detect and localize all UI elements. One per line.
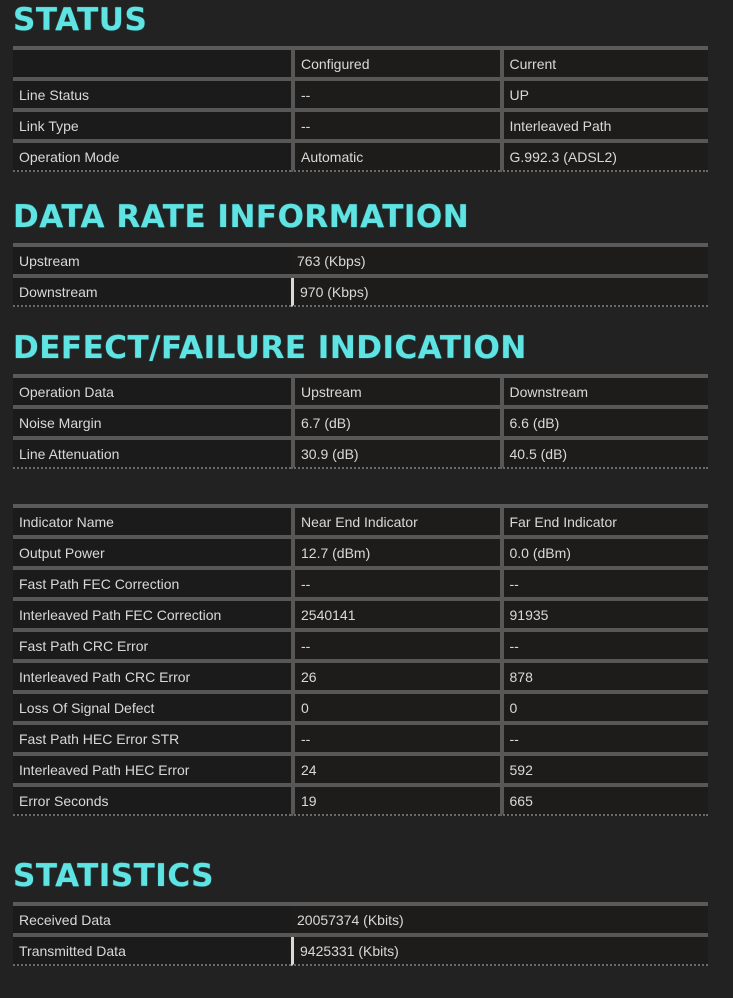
table-row <box>13 756 708 787</box>
column-header-near-end: Near End Indicator <box>291 508 500 539</box>
table-row <box>13 112 708 143</box>
table-header-row <box>13 508 708 539</box>
column-header-upstream: Upstream <box>291 378 500 409</box>
table-header-row <box>13 50 708 81</box>
column-header-indicator-name: Indicator Name <box>13 508 291 539</box>
column-header-operation-data: Operation Data <box>13 378 291 409</box>
cell-value: 0 <box>291 694 500 725</box>
cell-value: 24 <box>291 756 500 787</box>
row-label: Interleaved Path FEC Correction <box>13 601 291 632</box>
table-row <box>13 937 708 966</box>
cell-value: Automatic <box>291 143 500 172</box>
row-label: Received Data <box>13 906 291 937</box>
table-row <box>13 278 708 307</box>
row-label: Fast Path FEC Correction <box>13 570 291 601</box>
data-rate-heading: DATA RATE INFORMATION <box>13 199 470 235</box>
cell-value: 6.7 (dB) <box>291 409 500 440</box>
cell-value: UP <box>500 81 709 112</box>
table-row <box>13 539 708 570</box>
cell-value: -- <box>291 632 500 663</box>
column-header-downstream: Downstream <box>500 378 709 409</box>
row-label: Fast Path HEC Error STR <box>13 725 291 756</box>
cell-value: 0 <box>500 694 709 725</box>
column-header-configured: Configured <box>291 50 500 81</box>
cell-value: -- <box>291 570 500 601</box>
cell-value: 12.7 (dBm) <box>291 539 500 570</box>
table-header-row <box>13 378 708 409</box>
cell-value: 30.9 (dB) <box>291 440 500 469</box>
cell-value: -- <box>500 632 709 663</box>
row-label: Operation Mode <box>13 143 291 172</box>
row-label: Noise Margin <box>13 409 291 440</box>
cell-value: 2540141 <box>291 601 500 632</box>
cell-value: 763 (Kbps) <box>291 247 708 278</box>
table-row <box>13 787 708 816</box>
cell-value: 91935 <box>500 601 709 632</box>
row-label: Output Power <box>13 539 291 570</box>
row-label: Interleaved Path HEC Error <box>13 756 291 787</box>
status-table <box>13 46 708 172</box>
indicator-table <box>13 504 708 816</box>
row-label: Downstream <box>13 278 291 307</box>
cell-value: 26 <box>291 663 500 694</box>
cell-value: -- <box>500 570 709 601</box>
cell-value: 20057374 (Kbits) <box>291 906 708 937</box>
column-header-far-end: Far End Indicator <box>500 508 709 539</box>
cell-value: 0.0 (dBm) <box>500 539 709 570</box>
row-label: Error Seconds <box>13 787 291 816</box>
row-label: Interleaved Path CRC Error <box>13 663 291 694</box>
table-row <box>13 247 708 278</box>
operation-data-table <box>13 374 708 469</box>
data-rate-table <box>13 243 708 307</box>
column-header-current: Current <box>500 50 709 81</box>
cell-value: 9425331 (Kbits) <box>291 937 708 966</box>
row-label: Line Attenuation <box>13 440 291 469</box>
table-row <box>13 440 708 469</box>
row-label: Fast Path CRC Error <box>13 632 291 663</box>
row-label: Loss Of Signal Defect <box>13 694 291 725</box>
table-row <box>13 906 708 937</box>
table-row <box>13 409 708 440</box>
table-row <box>13 143 708 172</box>
cell-value: G.992.3 (ADSL2) <box>500 143 709 172</box>
statistics-heading: STATISTICS <box>13 858 214 894</box>
cell-value: 878 <box>500 663 709 694</box>
table-cell <box>13 50 291 81</box>
statistics-table <box>13 902 708 966</box>
row-label: Transmitted Data <box>13 937 291 966</box>
row-label: Upstream <box>13 247 291 278</box>
cell-value: 592 <box>500 756 709 787</box>
cell-value: 970 (Kbps) <box>291 278 708 307</box>
table-row <box>13 570 708 601</box>
table-row <box>13 632 708 663</box>
table-row <box>13 81 708 112</box>
cell-value: 665 <box>500 787 709 816</box>
row-label: Line Status <box>13 81 291 112</box>
status-heading: STATUS <box>13 2 148 38</box>
cell-value: -- <box>291 725 500 756</box>
cell-value: 19 <box>291 787 500 816</box>
table-row <box>13 663 708 694</box>
cell-value: -- <box>291 112 500 143</box>
row-label: Link Type <box>13 112 291 143</box>
table-row <box>13 725 708 756</box>
cell-value: -- <box>291 81 500 112</box>
defect-heading: DEFECT/FAILURE INDICATION <box>13 330 527 366</box>
cell-value: Interleaved Path <box>500 112 709 143</box>
cell-value: 6.6 (dB) <box>500 409 709 440</box>
table-row <box>13 601 708 632</box>
table-row <box>13 694 708 725</box>
cell-value: -- <box>500 725 709 756</box>
cell-value: 40.5 (dB) <box>500 440 709 469</box>
